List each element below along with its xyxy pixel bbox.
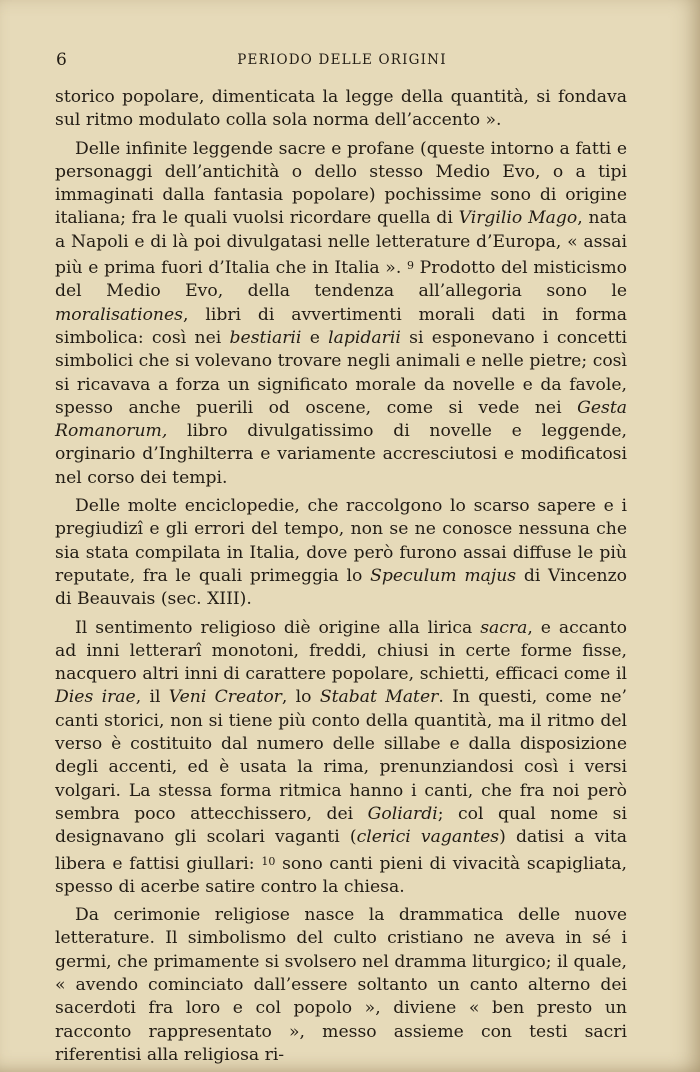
text-run: , nata a Napoli e di là poi divulgatasi nelle letterature d’Europa, « assai più e prima fuori d’Italia che in Italia ».	[55, 208, 627, 279]
text-run: ) datisi a vita libera e fattisi giullari:	[55, 827, 627, 874]
italic-term: Virgilio Mago	[458, 208, 578, 229]
text-run: , e accanto ad inni letterarî monotoni, freddi, chiusi in certe forme fisse, nacquero altri inni di carattere popolare, schietti, efficaci come il	[55, 617, 627, 685]
text-run: Da cerimonie religiose nasce la drammatica delle nuove letterature. Il simbolismo del culto cristiano ne aveva in sé i germi, che primamente si svolsero nel dramma liturgico; il quale, « avendo cominciato dall’essere soltanto un canto alterno dei sacerdoti fra loro e col popolo », diviene « ben presto un racconto rappresentato », messo assieme con testi sacri riferentisi alla religiosa ri-	[55, 905, 627, 1065]
paragraph-lirica-sacra	[55, 617, 627, 900]
page-number: 6	[56, 50, 68, 70]
text-run: storico popolare, dimenticata la legge della quantità, si fondava sul ritmo modulato colla sola norma dell’accento ».	[55, 87, 627, 131]
italic-term: Dies irae	[55, 687, 136, 708]
body-text	[55, 86, 627, 1072]
italic-term: Speculum majus	[370, 565, 517, 586]
text-run: , il	[135, 687, 169, 708]
text-run: Delle infinite leggende sacre e profane (queste intorno a fatti e personaggi dell’antichità o dello stesso Medio Evo, o a tipi immaginati dalla fantasia popolare) pochissime sono di origine italiana; fra le quali vuolsi ricordare quella di	[55, 138, 627, 229]
footnote-marker: 10	[261, 854, 276, 868]
footnote-marker: 9	[406, 259, 414, 273]
text-run: ; col qual nome si designavano gli scolari vaganti (	[55, 803, 627, 848]
text-run: Il sentimento religioso diè origine alla lirica	[75, 617, 481, 638]
italic-term: bestiarii	[229, 327, 302, 348]
italic-term: Goliardi	[367, 803, 438, 824]
italic-term: Stabat Mater	[319, 687, 439, 708]
italic-term: moralisationes	[55, 304, 183, 325]
text-run: si esponevano i concetti simbolici che si volevano trovare negli animali e nelle pietre; così si ricavava a forza un significato morale da novelle e da favole, spesso anche puerili od oscene, come si vede nei	[55, 327, 627, 418]
paragraph-continuation	[55, 86, 627, 133]
paragraph-drammatica	[55, 904, 627, 1067]
paragraph-leggende	[55, 138, 627, 490]
text-run: , libri di avvertimenti morali dati in forma simbolica: così nei	[55, 304, 627, 348]
text-run: sono canti pieni di vivacità scapigliata, spesso di acerbe satire contro la chiesa.	[55, 853, 627, 897]
italic-term: Veni Creator	[168, 687, 282, 708]
running-head: PERIODO DELLE ORIGINI	[237, 52, 447, 68]
text-run: Delle molte enciclopedie, che raccolgono lo scarso sapere e i pregiudizî e gli errori del tempo, non se ne conosce nessuna che sia stata compilata in Italia, dove però furono assai diffuse le più reputate, fra le quali primeggia lo	[55, 496, 627, 586]
paragraph-enciclopedie	[55, 495, 627, 611]
italic-term: sacra	[480, 617, 528, 638]
italic-term: clerici vagantes	[356, 827, 500, 848]
text-run: libro divulgatissimo di novelle e leggende, orginario d’Inghilterra e variamente accresciutosi e modificatosi nel corso dei tempi.	[55, 421, 627, 488]
page-header	[56, 50, 628, 76]
text-run: . In questi, come ne’ canti storici, non si tiene più conto della quantità, ma il ritmo del verso è costituito dal numero delle sillabe e dalla disposizione degli accenti, ed è usata la rima, prenunziandosi così i versi volgari. La stessa forma ritmica hanno i canti, che fra noi però sembra poco attecchissero, dei	[55, 687, 627, 824]
text-run: di Vincenzo di Beauvais (sec. XIII).	[55, 565, 627, 610]
text-run: Prodotto del misticismo del Medio Evo, della tendenza all’allegoria sono le	[55, 258, 627, 302]
italic-term: lapidarii	[328, 327, 401, 348]
italic-term: Gesta Romanorum,	[55, 397, 627, 442]
text-run: e	[301, 327, 329, 348]
text-run: , lo	[281, 687, 320, 708]
